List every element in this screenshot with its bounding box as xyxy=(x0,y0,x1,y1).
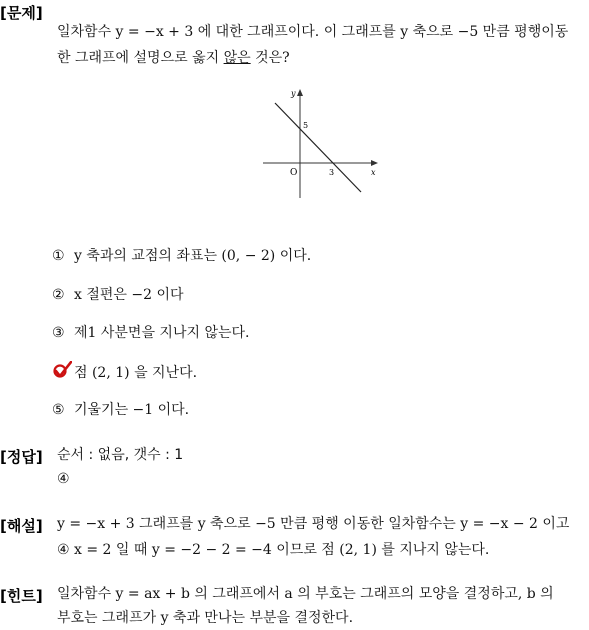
choice-4[interactable] xyxy=(52,361,197,385)
answer-line-2: ④ xyxy=(57,471,70,487)
y-intercept-label: 5 xyxy=(303,121,309,130)
problem-line-2-end: 것은? xyxy=(250,50,290,66)
function-line xyxy=(275,103,361,192)
explanation-line-1: y = −x + 3 그래프를 y 축으로 −5 만큼 평행 이동한 일차함수는 y = −x − 2 이고 xyxy=(57,516,570,532)
problem-line-1: 일차함수 y = −x + 3 에 대한 그래프이다. 이 그래프를 y 축으로 −5 만큼 평행이동 xyxy=(57,24,569,40)
choice-2-text: x 절편은 −2 이다 xyxy=(74,287,184,303)
y-axis-label: y xyxy=(291,89,296,98)
choice-5-number: ⑤ xyxy=(52,402,65,418)
choice-1[interactable] xyxy=(52,246,311,266)
choice-4-text: 점 (2, 1) 을 지난다. xyxy=(74,365,198,381)
choice-3[interactable] xyxy=(52,323,249,343)
choice-1-number: ① xyxy=(52,248,65,264)
explanation-line-2: ④ x = 2 일 때 y = −2 − 2 = −4 이므로 점 (2, 1) 를 지나지 않는다. xyxy=(57,542,490,558)
hint-label: [힌트] xyxy=(0,587,43,605)
hint-line-1: 일차함수 y = ax + b 의 그래프에서 a 의 부호는 그래프의 모양을 결정하고, b 의 xyxy=(57,586,554,602)
checkmark-icon xyxy=(52,361,74,385)
choice-5-text: 기울기는 −1 이다. xyxy=(74,402,190,418)
x-axis-label: x xyxy=(371,168,376,177)
problem-line-2-start: 한 그래프에 설명으로 옳지 xyxy=(57,50,224,66)
x-intercept-label: 3 xyxy=(329,168,335,177)
choice-2[interactable] xyxy=(52,285,184,305)
problem-emphasis: 않은 xyxy=(223,50,251,66)
choice-3-text: 제1 사분면을 지나지 않는다. xyxy=(74,325,250,341)
choice-5[interactable] xyxy=(52,400,189,420)
choice-2-number: ② xyxy=(52,287,65,303)
problem-label: [문제] xyxy=(0,4,43,22)
choice-1-text: y 축과의 교점의 좌표는 (0, − 2) 이다. xyxy=(74,248,312,264)
choice-3-number: ③ xyxy=(52,325,65,341)
origin-label: O xyxy=(290,168,298,178)
answer-line-1: 순서 : 없음, 갯수 : 1 xyxy=(57,447,184,463)
explanation-label: [해설] xyxy=(0,517,43,535)
x-axis-arrow xyxy=(371,160,378,166)
hint-line-2: 부호는 그래프가 y 축과 만나는 부분을 결정한다. xyxy=(57,610,354,626)
y-axis-arrow xyxy=(297,89,303,96)
answer-label: [정답] xyxy=(0,448,43,466)
